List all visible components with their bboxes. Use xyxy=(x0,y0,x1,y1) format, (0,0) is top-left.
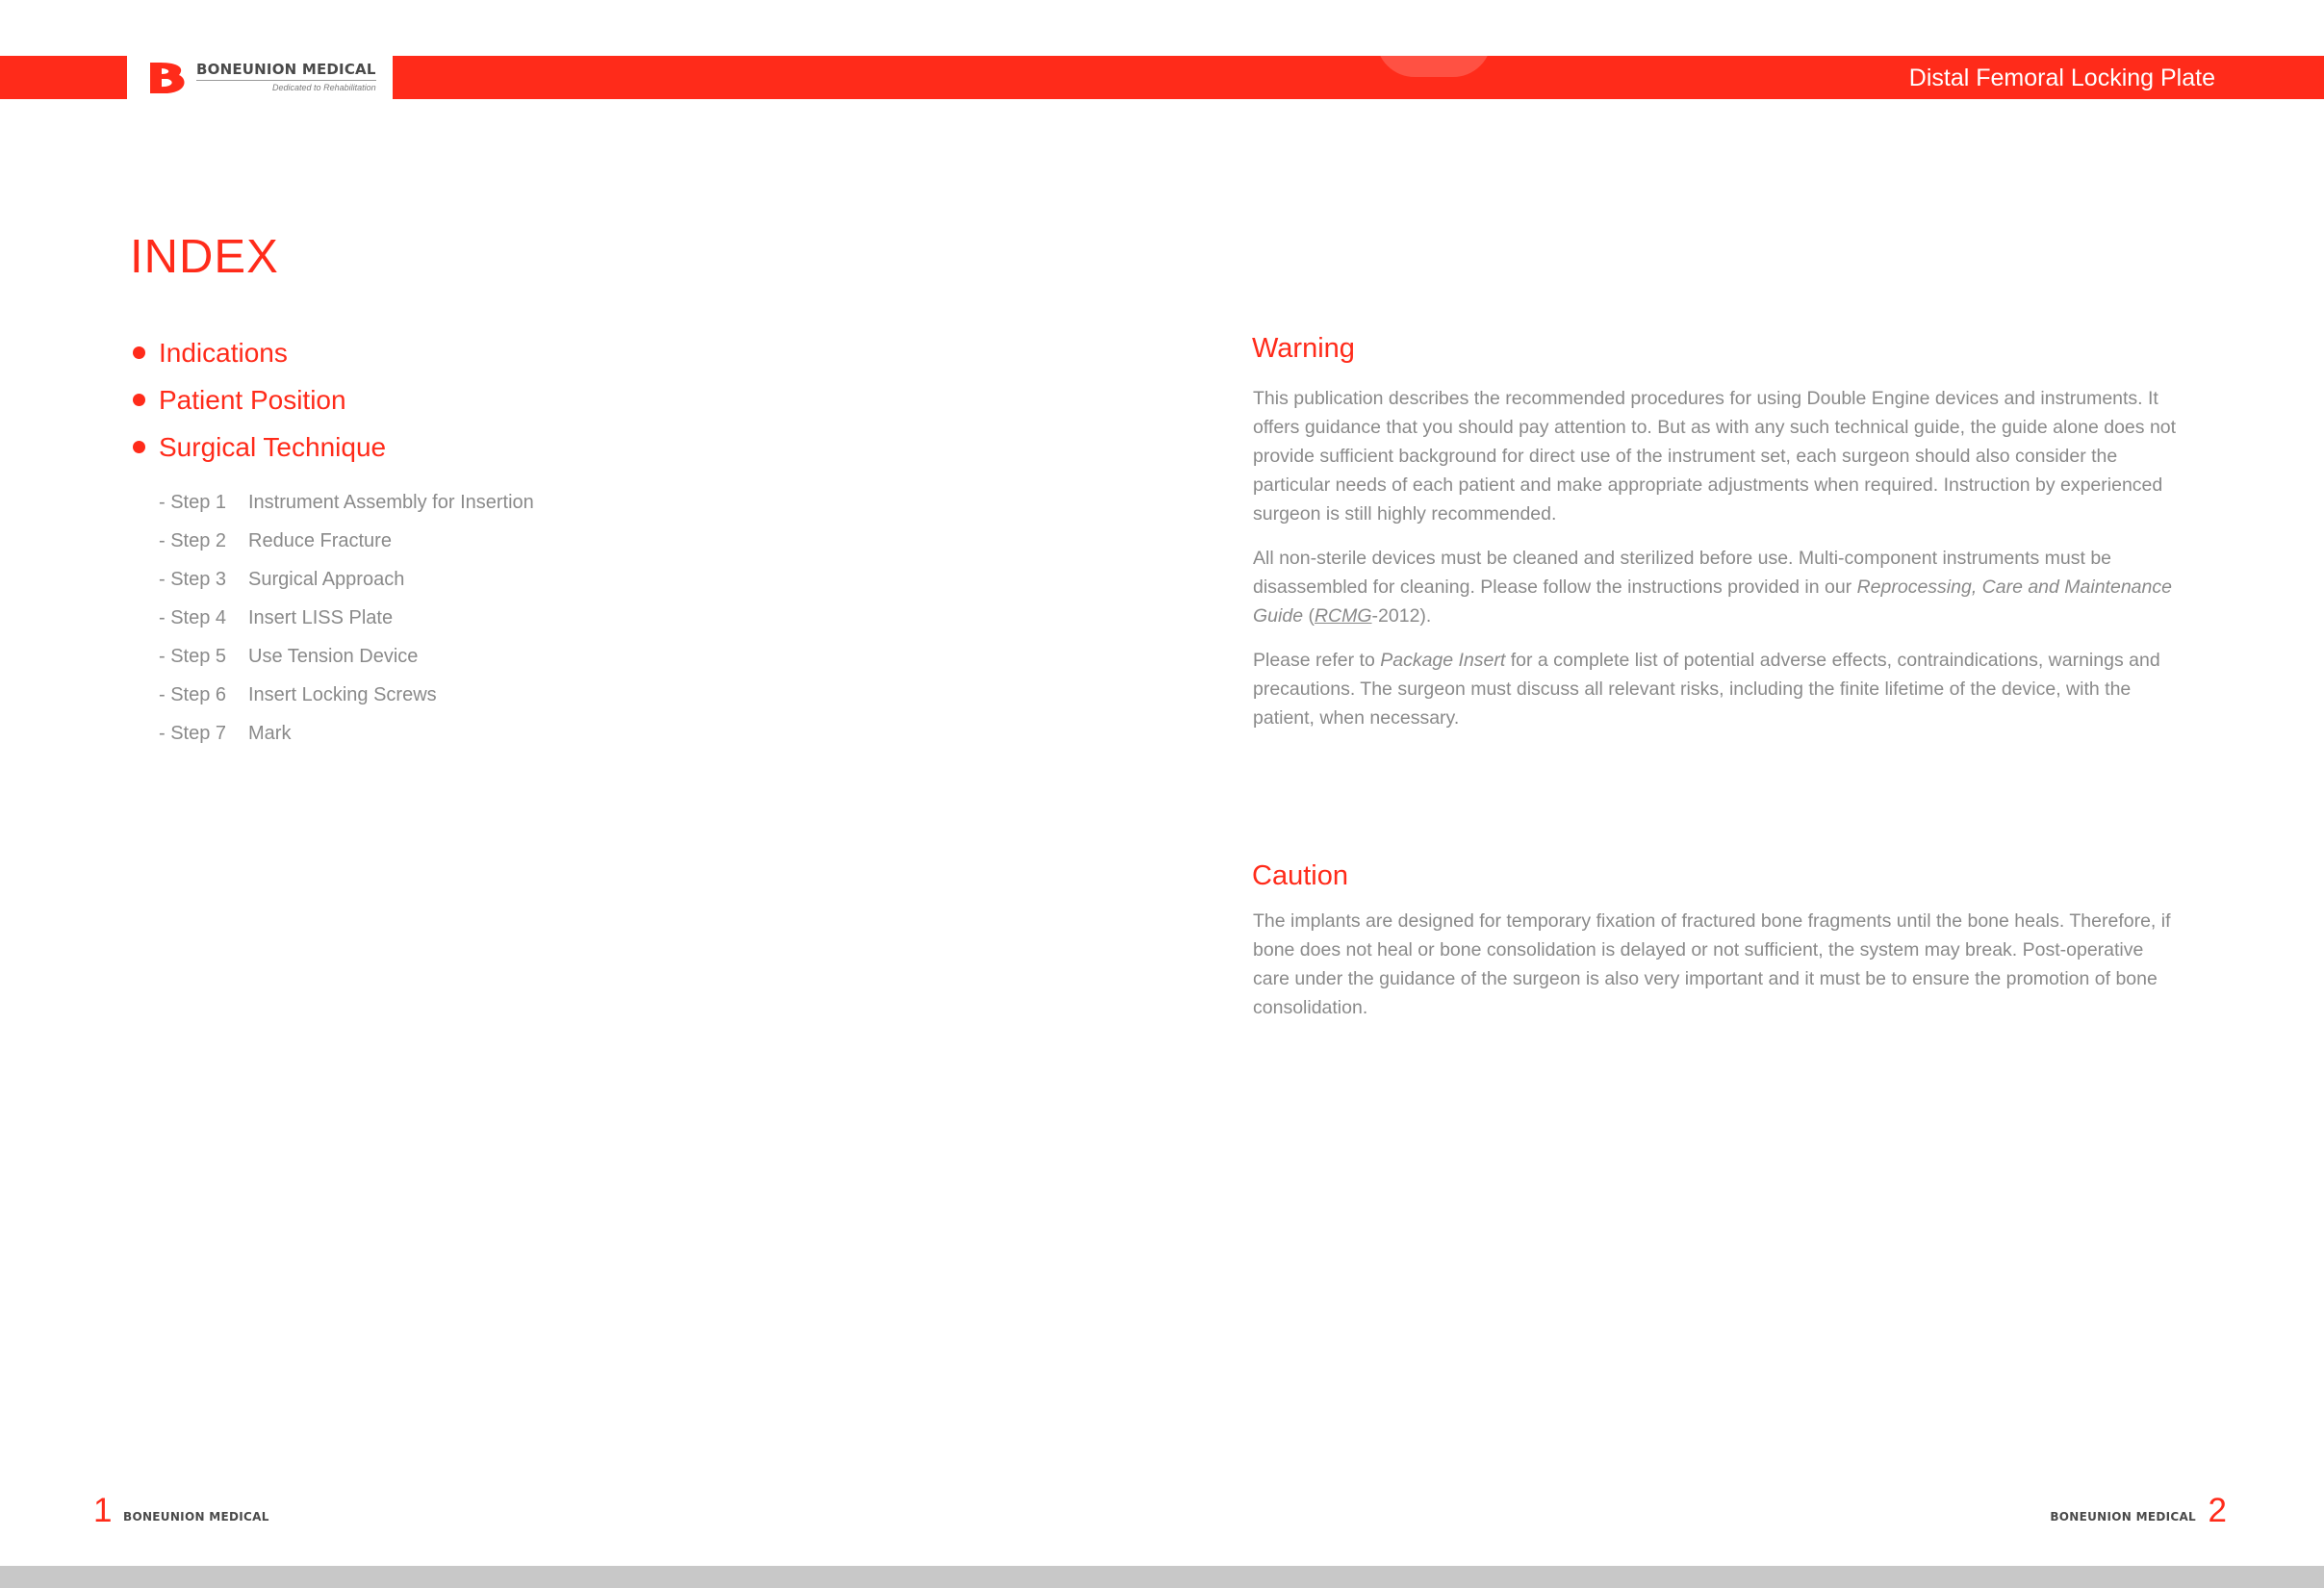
page-number-right: 2 xyxy=(2208,1492,2227,1529)
step-item-6[interactable] xyxy=(159,676,534,714)
warning-heading: Warning xyxy=(1252,333,1355,364)
index-item-label: Patient Position xyxy=(159,384,346,415)
footer-brand-left: BONEUNION MEDICAL xyxy=(123,1510,269,1524)
step-number: - Step 7 xyxy=(159,722,227,744)
guide-title: Reprocessing, Care and Maintenance Guide xyxy=(1253,576,2172,627)
step-label: Surgical Approach xyxy=(248,568,405,590)
text-run: ( xyxy=(1303,605,1315,627)
step-item-2[interactable] xyxy=(159,522,534,560)
bottom-band xyxy=(0,1566,2324,1588)
step-number: - Step 4 xyxy=(159,606,227,628)
text-run: All non-sterile devices must be cleaned and sterilized before use. Multi-component instruments must be disassembled for cleaning. Please follow the instructions provided in our xyxy=(1253,548,2112,598)
step-item-3[interactable] xyxy=(159,560,534,599)
step-number: - Step 5 xyxy=(159,645,227,667)
warning-paragraph-3 xyxy=(1253,646,2177,732)
step-label: Use Tension Device xyxy=(248,645,419,667)
warning-paragraph-2 xyxy=(1253,544,2177,630)
caution-paragraph: The implants are designed for temporary fixation of fractured bone fragments until the bone heals. Therefore, if bone does not heal or bone consolidation is delayed or not sufficient, the system may break. Post-operative care under the guidance of the surgeon is also very important and it must be to ensure the promotion of bone consolidation. xyxy=(1253,910,2171,1018)
bullet-icon xyxy=(133,346,145,359)
index-item-surgical-technique[interactable] xyxy=(133,423,386,471)
step-label: Reduce Fracture xyxy=(248,529,392,551)
text-run: for a complete list of potential adverse effects, contraindications, warnings and precautions. The surgeon must discuss all relevant risks, including the finite lifetime of the device, with the patient, when necessary. xyxy=(1253,650,2160,729)
step-label: Insert Locking Screws xyxy=(248,683,437,705)
text-run: -2012). xyxy=(1371,605,1432,627)
brand-tagline: Dedicated to Rehabilitation xyxy=(272,83,376,92)
brand-name: BONEUNION MEDICAL xyxy=(196,63,376,81)
caution-heading: Caution xyxy=(1252,860,1348,891)
step-item-7[interactable] xyxy=(159,714,534,753)
index-item-label: Indications xyxy=(159,337,288,368)
rcmg-link[interactable]: RCMG xyxy=(1314,605,1372,627)
step-number: - Step 1 xyxy=(159,491,227,513)
step-item-1[interactable] xyxy=(159,483,534,522)
document-title: Distal Femoral Locking Plate xyxy=(1908,64,2215,91)
index-list xyxy=(133,329,386,471)
step-number: - Step 2 xyxy=(159,529,227,551)
brand-logo xyxy=(127,56,393,99)
step-number: - Step 3 xyxy=(159,568,227,590)
step-label: Insert LISS Plate xyxy=(248,606,394,628)
page-number-left: 1 xyxy=(93,1492,113,1529)
index-item-patient-position[interactable] xyxy=(133,376,386,423)
footer-brand-right: BONEUNION MEDICAL xyxy=(2050,1510,2196,1524)
step-label: Mark xyxy=(248,722,292,744)
bullet-icon xyxy=(133,441,145,453)
steps-list xyxy=(159,483,534,753)
text-run: Please refer to xyxy=(1253,650,1381,671)
bullet-icon xyxy=(133,394,145,406)
index-heading: INDEX xyxy=(130,231,279,283)
index-item-label: Surgical Technique xyxy=(159,431,387,462)
warning-paragraph-1: This publication describes the recommended procedures for using Double Engine devices and instruments. It offers guidance that you should pay attention to. But as with any such technical guide, the guide alone does not provide sufficient background for direct use of the instrument set, each surgeon should also consider the particular needs of each patient and make appropriate adjustments when required. Instruction by experienced surgeon is still highly recommended. xyxy=(1253,388,2177,525)
step-label: Instrument Assembly for Insertion xyxy=(248,491,534,513)
step-item-5[interactable] xyxy=(159,637,534,676)
index-item-indications[interactable] xyxy=(133,329,386,376)
step-number: - Step 6 xyxy=(159,683,227,705)
boneunion-logo-icon xyxy=(146,61,191,95)
step-item-4[interactable] xyxy=(159,599,534,637)
package-insert-ref: Package Insert xyxy=(1380,650,1506,671)
